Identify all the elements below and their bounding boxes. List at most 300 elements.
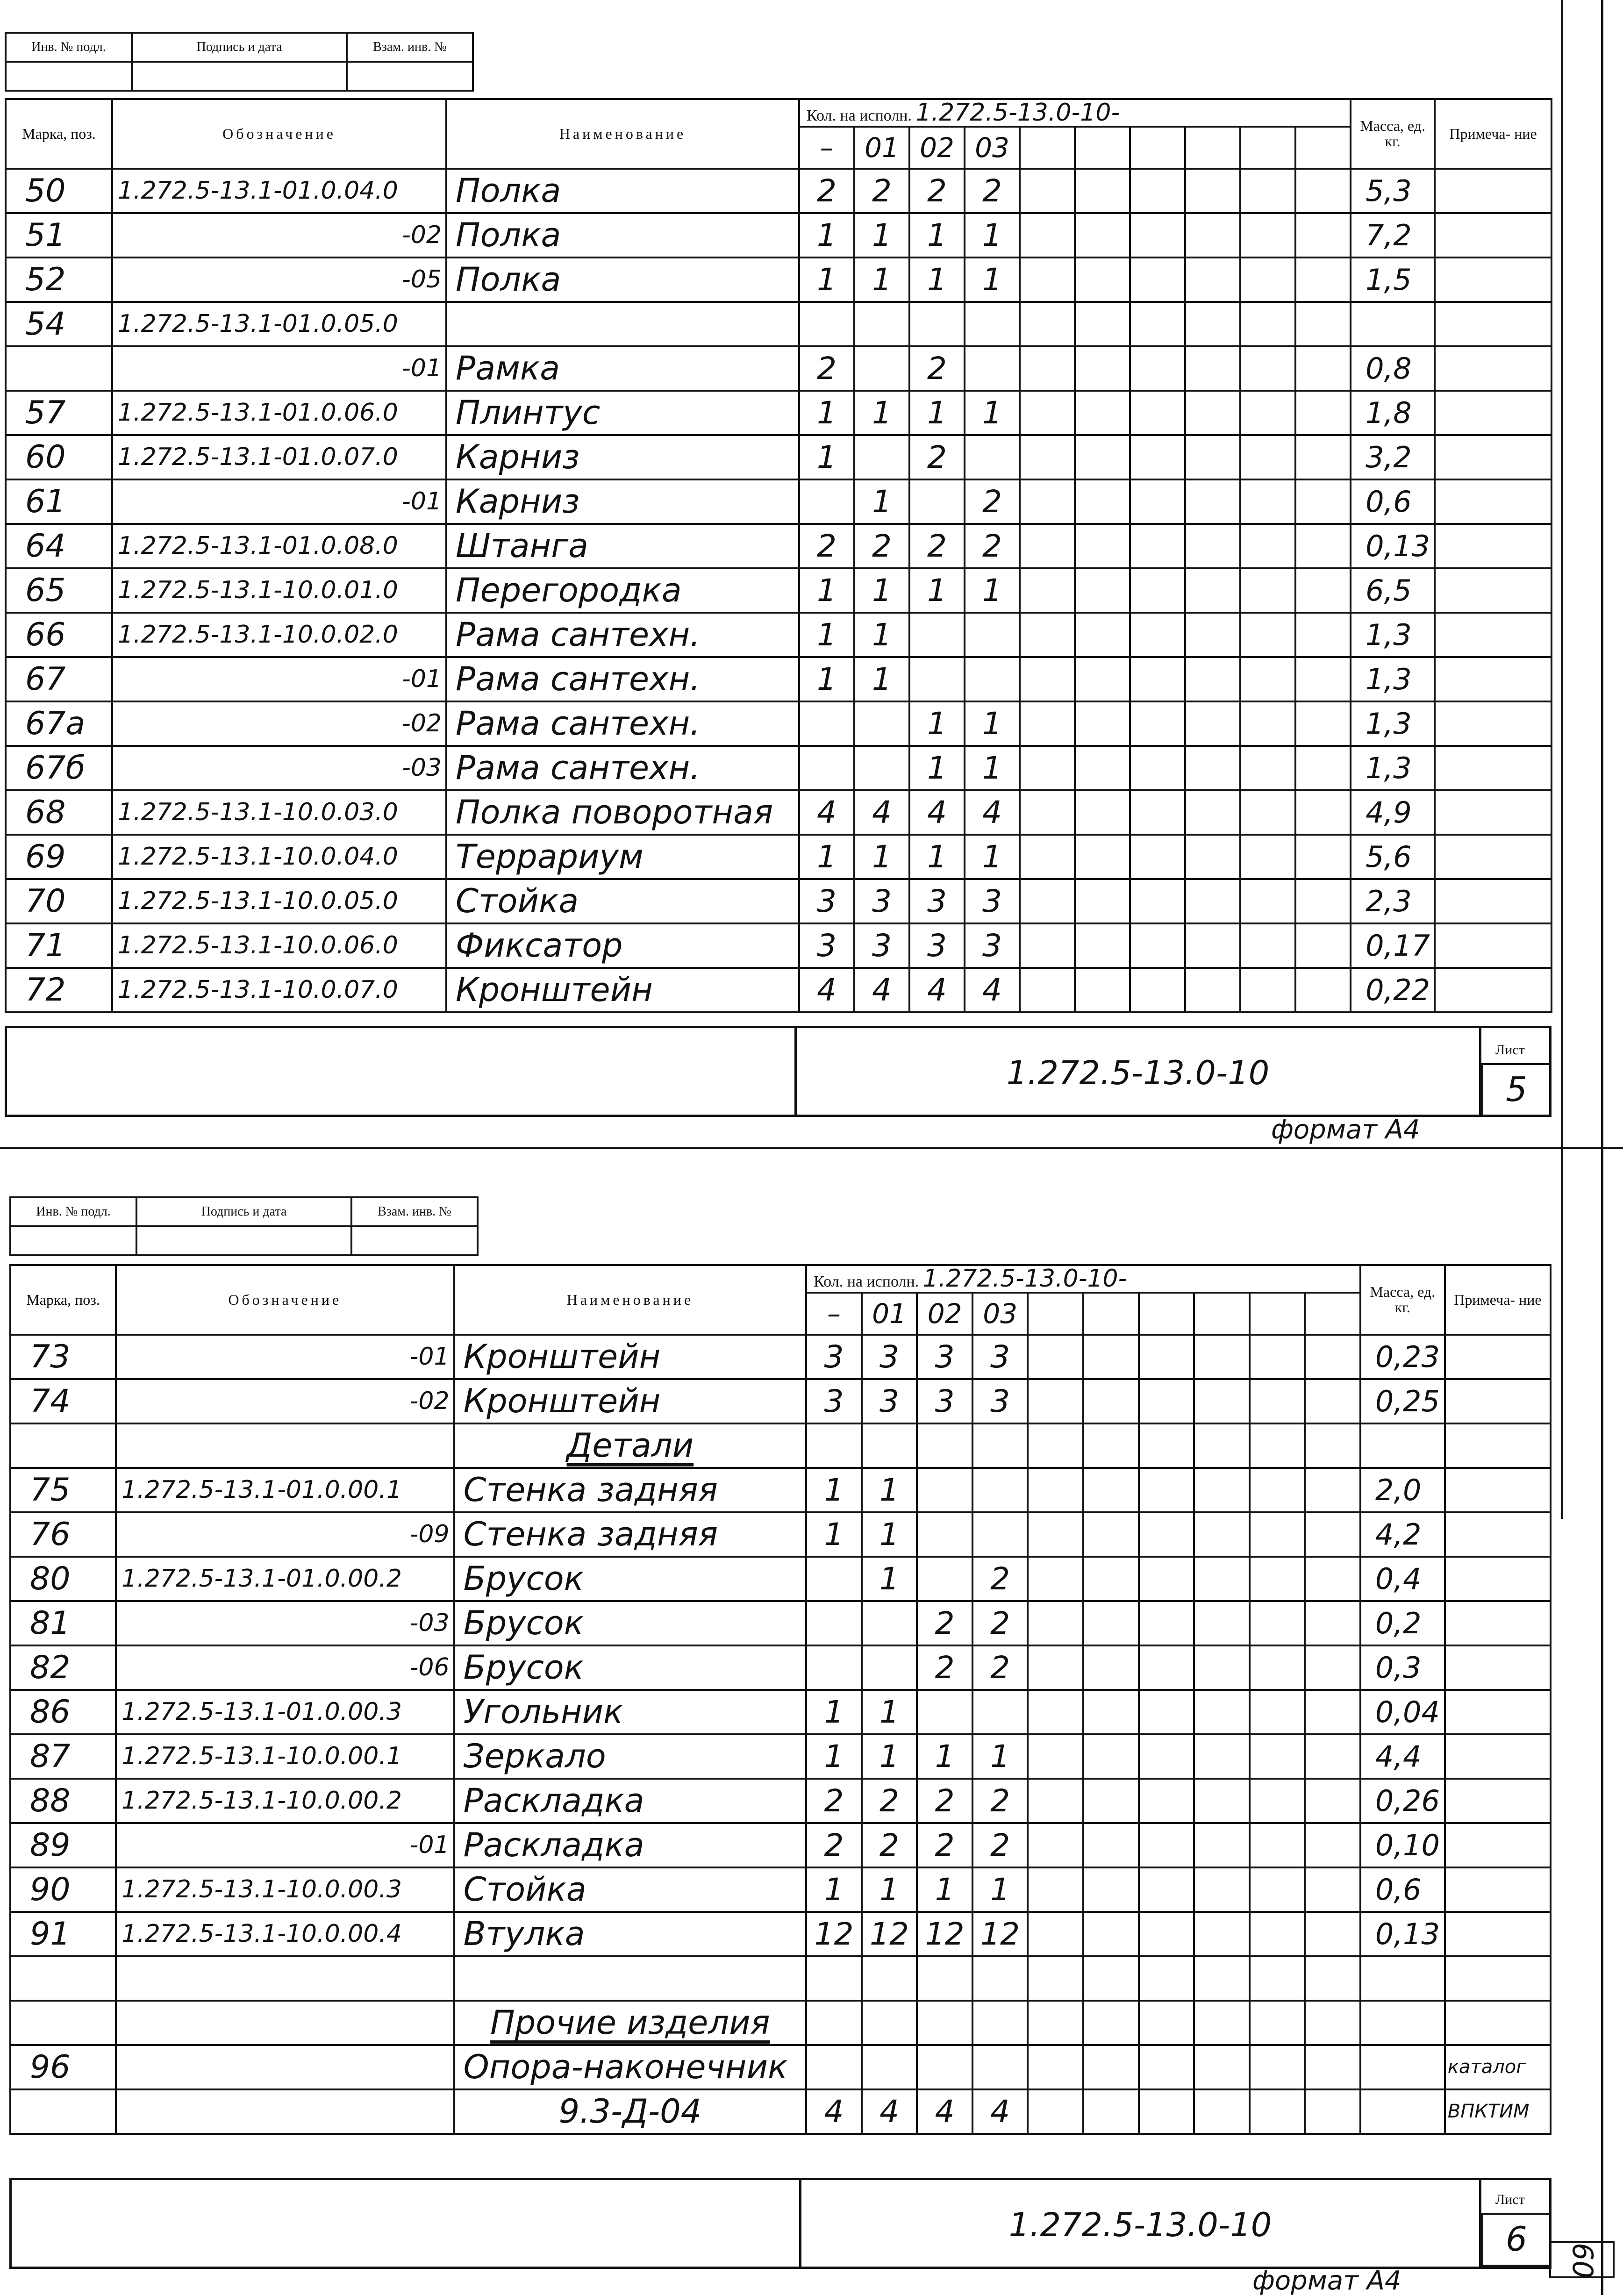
cell-empty [1130,213,1185,257]
cell-note [1435,701,1552,746]
cell-mark [10,1956,116,2001]
table-row [6,790,1552,835]
col-qty-header [806,1265,1360,1293]
cell-note: каталог [1445,2045,1551,2089]
cell-qty-01 [854,346,909,391]
cell-empty [1250,1823,1305,1867]
cell-mark: 50 [6,169,112,213]
cell-mark: 71 [6,923,112,968]
cell-name: Кронштейн [446,968,799,1012]
cell-empty [1185,923,1240,968]
cell-qty-03: 1 [965,213,1020,257]
cell-name: Стойка [446,879,799,923]
cell-empty [1240,257,1295,302]
cell-empty [1130,701,1185,746]
cell-empty [1130,790,1185,835]
table-row [6,613,1552,657]
cell-empty [1083,2045,1139,2089]
cell-qty-02 [909,302,965,346]
cell-qty-03: 3 [965,923,1020,968]
cell-qty-01: 1 [862,1557,917,1601]
cell-qty-03: 1 [965,835,1020,879]
cell-empty [1305,2001,1360,2045]
cell-name: Кронштейн [454,1335,807,1379]
cell-name: Полка [446,257,799,302]
cell-empty [1130,746,1185,790]
cell-empty [1075,302,1130,346]
cell-empty [1185,657,1240,701]
cell-qty-01 [862,1423,917,1468]
cell-empty [1194,2089,1250,2134]
cell-empty [1083,1690,1139,1734]
cell-empty [1028,1779,1083,1823]
cell-qty-base [806,1557,862,1601]
spec-table [5,98,1552,1013]
table-row [10,1512,1551,1557]
cell-empty [1305,2089,1360,2134]
cell-empty [1139,1734,1194,1779]
cell-empty [1305,1956,1360,2001]
cell-empty [1295,257,1351,302]
cell-note [1435,568,1552,613]
cell-name: Рама сантехн. [446,746,799,790]
table-row [10,1956,1551,2001]
cell-qty-base: 1 [806,1468,862,1512]
cell-qty-01: 12 [862,1912,917,1956]
cell-mark: 67б [6,746,112,790]
cell-mass: 0,6 [1351,479,1435,524]
cell-empty [1240,657,1295,701]
cell-empty [1130,968,1185,1012]
cell-empty [1028,1379,1083,1423]
col-name-header: Наименование [454,1265,807,1335]
cell-empty [1139,1468,1194,1512]
sheet-number: 6 [1481,2213,1552,2267]
cell-qty-base: 1 [806,1512,862,1557]
cell-note [1445,1512,1551,1557]
cell-designation: -01 [112,657,446,701]
cell-mark [6,346,112,391]
table-row [6,169,1552,213]
cell-qty-01: 3 [862,1335,917,1379]
cell-empty [1240,524,1295,568]
cell-qty-03: 2 [972,1645,1028,1690]
cell-name [454,1956,807,2001]
sheet-label: Лист [1495,2192,1525,2207]
cell-qty-03: 4 [965,968,1020,1012]
cell-qty-base: 4 [799,790,854,835]
cell-mark: 96 [10,2045,116,2089]
cell-qty-02 [917,1423,972,1468]
cell-empty [1305,1912,1360,1956]
cell-qty-02: 1 [909,568,965,613]
cell-name: Брусок [454,1645,807,1690]
cell-designation: 1.272.5-13.1-01.0.00.2 [116,1557,454,1601]
cell-qty-02: 3 [917,1335,972,1379]
cell-empty [1295,835,1351,879]
cell-designation: 1.272.5-13.1-10.0.00.1 [116,1734,454,1779]
cell-qty-02: 4 [909,968,965,1012]
cell-empty [1295,923,1351,968]
cell-empty [1139,2045,1194,2089]
cell-empty [1295,701,1351,746]
cell-name: Карниз [446,479,799,524]
cell-empty [1295,169,1351,213]
cell-mass: 5,3 [1351,169,1435,213]
cell-designation: 1.272.5-13.1-01.0.05.0 [112,302,446,346]
table-row [6,923,1552,968]
cell-qty-base [806,2045,862,2089]
cell-designation: 1.272.5-13.1-10.0.00.3 [116,1867,454,1912]
table-row [6,835,1552,879]
cell-qty-02: 1 [909,257,965,302]
cell-qty-01: 1 [862,1512,917,1557]
cell-empty [1139,1512,1194,1557]
cell-empty [1020,657,1075,701]
cell-empty [1250,1867,1305,1912]
cell-qty-base: 2 [799,169,854,213]
cell-name: Полка [446,213,799,257]
cell-empty [1020,479,1075,524]
cell-empty [1250,1690,1305,1734]
cell-designation: 1.272.5-13.1-01.0.07.0 [112,435,446,479]
cell-empty [1083,1734,1139,1779]
cell-note [1445,1335,1551,1379]
cell-mark [10,1423,116,1468]
stamp-sign-label: Подпись и дата [136,1197,351,1226]
cell-empty [1194,1512,1250,1557]
approval-stamp [5,32,474,92]
cell-empty [1130,568,1185,613]
cell-mass: 0,17 [1351,923,1435,968]
cell-mass: 0,3 [1360,1645,1445,1690]
cell-qty-01 [854,746,909,790]
cell-mass: 0,04 [1360,1690,1445,1734]
cell-mass: 0,22 [1351,968,1435,1012]
cell-empty [1305,1779,1360,1823]
cell-empty [1194,1912,1250,1956]
cell-empty [1075,213,1130,257]
cell-qty-03: 2 [965,169,1020,213]
cell-empty [1020,923,1075,968]
cell-empty [1020,968,1075,1012]
cell-empty [1130,879,1185,923]
cell-empty [1240,213,1295,257]
cell-designation [116,2089,454,2134]
qty-doc: 1.272.5-13.0-10- [922,1265,1127,1293]
cell-mass: 7,2 [1351,213,1435,257]
cell-note [1435,879,1552,923]
cell-empty [1139,1912,1194,1956]
cell-empty [1305,1823,1360,1867]
cell-mark: 76 [10,1512,116,1557]
cell-name: Опора-наконечник [454,2045,807,2089]
cell-qty-03: 3 [972,1379,1028,1423]
cell-mark: 68 [6,790,112,835]
cell-empty [1020,257,1075,302]
cell-note [1445,1645,1551,1690]
cell-designation: -01 [116,1335,454,1379]
cell-empty [1194,1779,1250,1823]
cell-empty [1185,391,1240,435]
cell-note [1435,302,1552,346]
cell-empty [1139,1557,1194,1601]
spec-table [9,1264,1552,2135]
cell-qty-base [806,1956,862,2001]
cell-qty-01: 1 [862,1734,917,1779]
table-row [6,257,1552,302]
cell-name: Рама сантехн. [446,701,799,746]
cell-empty [1028,1956,1083,2001]
cell-mark: 90 [10,1867,116,1912]
cell-name: Полка поворотная [446,790,799,835]
cell-qty-01: 1 [854,257,909,302]
cell-designation: 1.272.5-13.1-10.0.03.0 [112,790,446,835]
cell-qty-03: 1 [965,391,1020,435]
cell-qty-03: 1 [965,257,1020,302]
cell-qty-03 [972,1468,1028,1512]
table-row [6,479,1552,524]
cell-empty [1240,968,1295,1012]
cell-mass: 3,2 [1351,435,1435,479]
cell-qty-02 [917,1468,972,1512]
cell-empty [1185,435,1240,479]
cell-mass: 6,5 [1351,568,1435,613]
cell-empty [1075,790,1130,835]
cell-qty-01: 4 [854,968,909,1012]
cell-mark: 66 [6,613,112,657]
cell-mark: 88 [10,1779,116,1823]
cell-note [1435,479,1552,524]
cell-empty [1240,835,1295,879]
cell-mass: 5,6 [1351,835,1435,879]
table-row [10,1645,1551,1690]
variant-02: 02 [909,127,965,169]
stamp-inv-cell [6,62,132,91]
cell-designation: -05 [112,257,446,302]
cell-empty [1295,613,1351,657]
cell-empty [1194,1557,1250,1601]
cell-qty-01: 1 [854,835,909,879]
cell-qty-base [806,1645,862,1690]
cell-empty [1295,968,1351,1012]
cell-empty [1185,968,1240,1012]
cell-empty [1295,746,1351,790]
cell-note [1445,1379,1551,1423]
cell-empty [1130,835,1185,879]
cell-mark: 80 [10,1557,116,1601]
stamp-sign-label: Подпись и дата [132,33,347,62]
cell-empty [1028,2001,1083,2045]
cell-qty-02 [909,657,965,701]
cell-mark: 82 [10,1645,116,1690]
cell-empty [1028,1468,1083,1512]
col-designation-header: Обозначение [116,1265,454,1335]
cell-qty-02: 2 [917,1823,972,1867]
cell-empty [1139,1823,1194,1867]
cell-empty [1194,1468,1250,1512]
cell-empty [1185,257,1240,302]
cell-note [1445,1734,1551,1779]
cell-name: Втулка [454,1912,807,1956]
cell-note [1435,923,1552,968]
col-note-header: Примеча- ние [1435,99,1552,169]
cell-qty-03: 2 [972,1557,1028,1601]
margin-number: 60 [1549,2241,1615,2278]
cell-qty-01 [862,1601,917,1645]
cell-name: Стойка [454,1867,807,1912]
cell-qty-02: 2 [909,435,965,479]
cell-qty-02: 12 [917,1912,972,1956]
cell-mark: 52 [6,257,112,302]
cell-mark: 69 [6,835,112,879]
cell-empty [1194,2001,1250,2045]
cell-designation [116,2045,454,2089]
cell-empty [1194,2045,1250,2089]
stamp-vzam-label: Взам. инв. № [347,33,473,62]
sheet-6 [0,1182,1623,2295]
cell-mark: 89 [10,1823,116,1867]
cell-empty [1075,435,1130,479]
cell-empty [1295,657,1351,701]
cell-qty-02: 2 [917,1779,972,1823]
cell-empty [1185,613,1240,657]
cell-qty-base: 2 [799,346,854,391]
cell-note [1435,213,1552,257]
cell-empty [1305,1690,1360,1734]
cell-qty-02 [909,479,965,524]
cell-mass [1360,1423,1445,1468]
cell-empty [1075,169,1130,213]
cell-empty [1194,1867,1250,1912]
cell-mass: 0,23 [1360,1335,1445,1379]
cell-designation: 1.272.5-13.1-01.0.04.0 [112,169,446,213]
cell-qty-base: 2 [799,524,854,568]
cell-mark [10,2089,116,2134]
cell-mark: 70 [6,879,112,923]
cell-empty [1020,790,1075,835]
cell-designation: -02 [112,213,446,257]
cell-empty [1305,1512,1360,1557]
cell-qty-base: 12 [806,1912,862,1956]
cell-empty [1075,701,1130,746]
cell-name: Зеркало [454,1734,807,1779]
cell-designation: 1.272.5-13.1-01.0.08.0 [112,524,446,568]
cell-qty-02: 3 [909,923,965,968]
cell-designation: -02 [112,701,446,746]
cell-note [1445,1468,1551,1512]
cell-empty [1020,302,1075,346]
cell-qty-base: 3 [799,879,854,923]
cell-empty [1020,435,1075,479]
cell-designation: -09 [116,1512,454,1557]
cell-qty-01: 3 [854,879,909,923]
cell-qty-base: 4 [799,968,854,1012]
cell-empty [1295,302,1351,346]
cell-mark: 87 [10,1734,116,1779]
cell-empty [1130,657,1185,701]
cell-mass: 1,8 [1351,391,1435,435]
cell-empty [1139,1867,1194,1912]
cell-designation: 1.272.5-13.1-10.0.01.0 [112,568,446,613]
cell-note [1435,835,1552,879]
cell-qty-base: 2 [806,1823,862,1867]
cell-qty-02: 3 [917,1379,972,1423]
cell-designation: 1.272.5-13.1-10.0.04.0 [112,835,446,879]
cell-note [1435,968,1552,1012]
sheet-label: Лист [1495,1042,1525,1058]
cell-empty [1139,1779,1194,1823]
cell-empty [1240,613,1295,657]
cell-qty-03 [972,2045,1028,2089]
table-row [10,1779,1551,1823]
cell-qty-01: 2 [854,169,909,213]
cell-designation: -06 [116,1645,454,1690]
cell-note: ВПКТИМ [1445,2089,1551,2134]
cell-empty [1240,169,1295,213]
cell-empty [1240,302,1295,346]
cell-empty [1028,1512,1083,1557]
cell-mark [10,2001,116,2045]
cell-designation: 1.272.5-13.1-10.0.00.4 [116,1912,454,1956]
cell-mass: 0,13 [1360,1912,1445,1956]
cell-empty [1075,524,1130,568]
cell-qty-01: 1 [854,613,909,657]
cell-qty-02 [917,1557,972,1601]
cell-empty [1083,1423,1139,1468]
cell-empty [1075,568,1130,613]
cell-empty [1295,790,1351,835]
cell-qty-01 [862,2045,917,2089]
cell-qty-01: 4 [854,790,909,835]
cell-empty [1305,1867,1360,1912]
table-row [6,879,1552,923]
cell-qty-01 [854,302,909,346]
cell-empty [1194,1690,1250,1734]
cell-qty-03 [965,302,1020,346]
table-row [6,968,1552,1012]
cell-qty-base: 1 [799,435,854,479]
table-row [6,657,1552,701]
variant-01: 01 [862,1293,917,1335]
cell-qty-03: 1 [965,701,1020,746]
cell-qty-base: 3 [806,1335,862,1379]
cell-qty-base: 1 [799,657,854,701]
cell-qty-base [799,479,854,524]
cell-qty-02: 1 [909,391,965,435]
cell-mark: 72 [6,968,112,1012]
cell-empty [1185,302,1240,346]
cell-designation: -01 [112,479,446,524]
cell-empty [1295,479,1351,524]
cell-mass: 0,10 [1360,1823,1445,1867]
cell-empty [1305,1335,1360,1379]
cell-empty [1185,790,1240,835]
cell-qty-02: 4 [917,2089,972,2134]
cell-qty-02 [917,1956,972,2001]
cell-empty [1194,1335,1250,1379]
cell-mass [1360,2001,1445,2045]
table-row [10,2001,1551,2045]
cell-empty [1185,524,1240,568]
cell-mark: 86 [10,1690,116,1734]
cell-qty-01 [854,701,909,746]
cell-empty [1083,1557,1139,1601]
cell-empty [1020,524,1075,568]
cell-qty-03: 2 [972,1823,1028,1867]
cell-name: 9.3-Д-04 [454,2089,807,2134]
cell-qty-01 [854,435,909,479]
